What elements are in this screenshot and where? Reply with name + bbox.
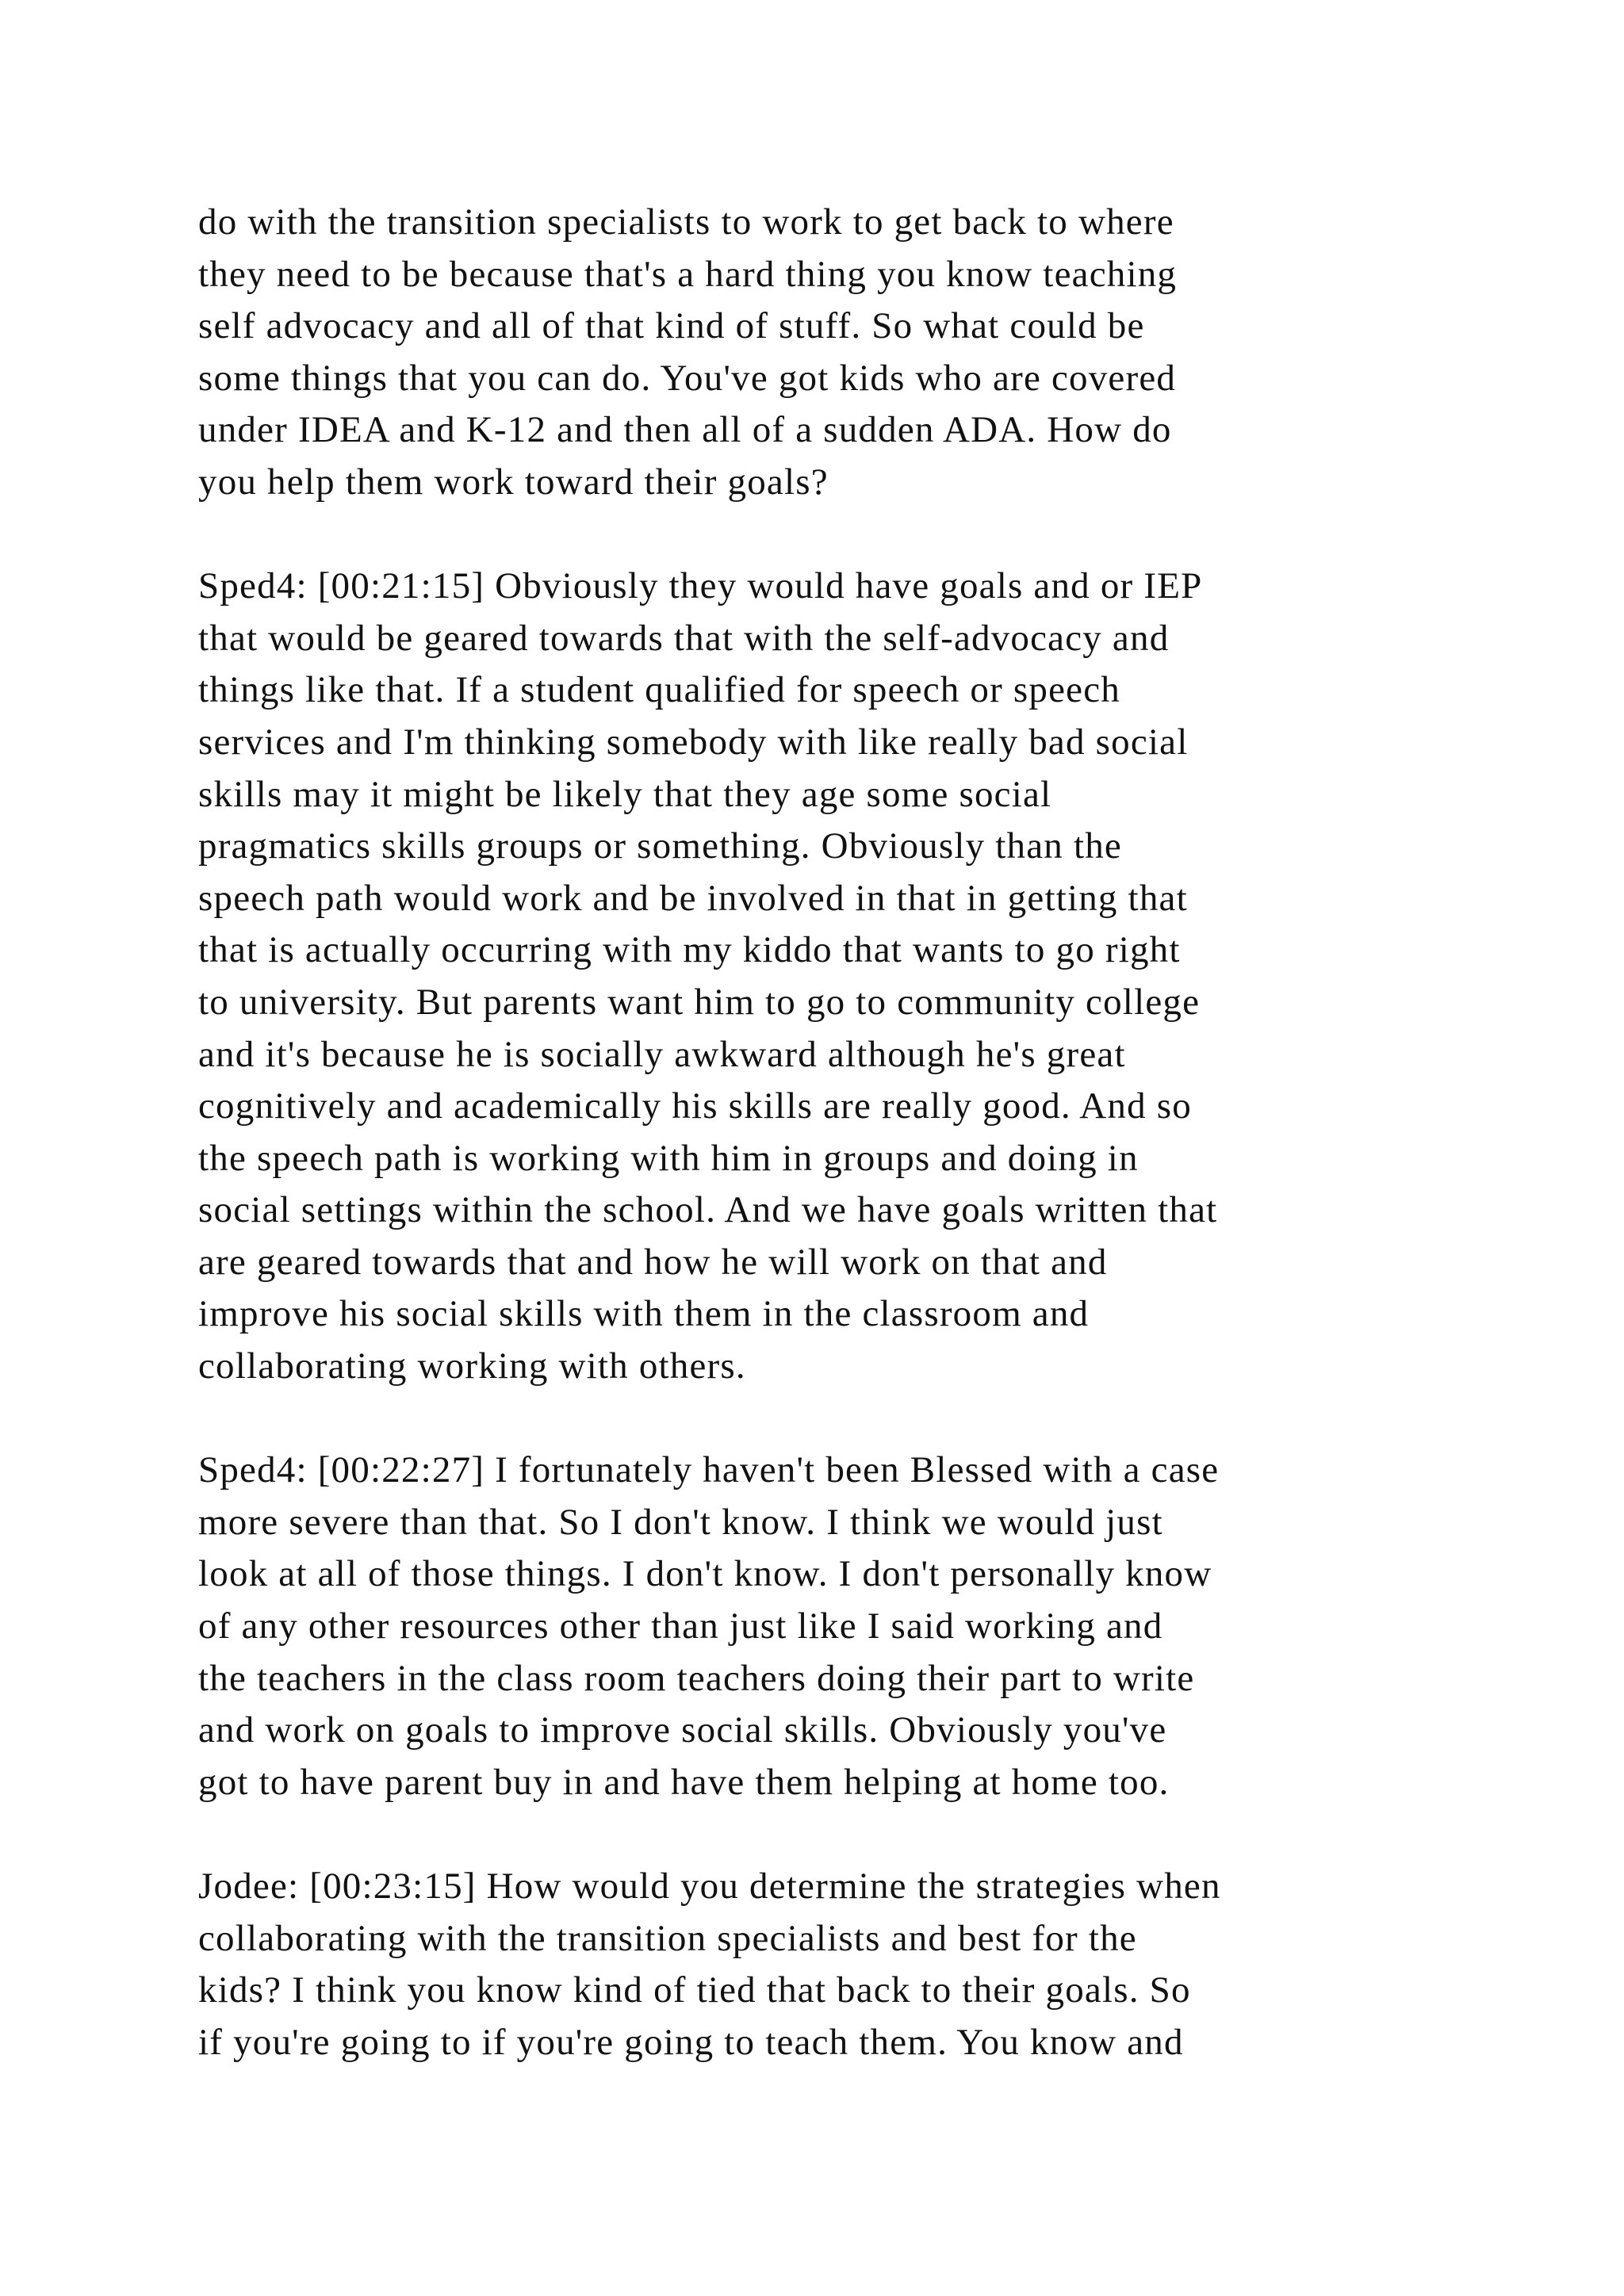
text-line: that would be geared towards that with the self-advocacy and (198, 617, 1170, 659)
text-line: Sped4: [00:22:27] I fortunately haven't been Blessed with a case (198, 1449, 1220, 1491)
text-line: collaborating with the transition specialists and best for the (198, 1917, 1137, 1959)
text-line: the speech path is working with him in groups and doing in (198, 1137, 1139, 1179)
text-line: they need to be because that's a hard thing you know teaching (198, 253, 1178, 295)
paragraph-spacer (198, 1808, 1451, 1861)
text-line: Jodee: [00:23:15] How would you determine the strategies when (198, 1866, 1221, 1907)
transcript-text (198, 197, 1451, 2068)
text-line: cognitively and academically his skills are really good. And so (198, 1085, 1192, 1127)
text-line: and work on goals to improve social skills. Obviously you've (198, 1709, 1167, 1751)
text-line: do with the transition specialists to work to get back to where (198, 201, 1174, 243)
text-line: to university. But parents want him to go to community college (198, 981, 1201, 1023)
text-line: improve his social skills with them in the classroom and (198, 1293, 1090, 1335)
paragraph-spacer (198, 509, 1451, 561)
text-line: Sped4: [00:21:15] Obviously they would have goals and or IEP (198, 565, 1203, 607)
paragraph-sped4-00-21-15 (198, 561, 1451, 1393)
text-line: got to have parent buy in and have them helping at home too. (198, 1761, 1170, 1803)
text-line: services and I'm thinking somebody with like really bad social (198, 721, 1189, 763)
text-line: more severe than that. So I don't know. I think we would just (198, 1501, 1163, 1543)
paragraph-jodee-00-23-15 (198, 1861, 1451, 2068)
text-line: you help them work toward their goals? (198, 461, 829, 503)
text-line: some things that you can do. You've got kids who are covered (198, 357, 1177, 399)
paragraph-continuation (198, 197, 1451, 509)
text-line: and it's because he is socially awkward although he's great (198, 1033, 1126, 1075)
paragraph-sped4-00-22-27 (198, 1445, 1451, 1808)
text-line: kids? I think you know kind of tied that back to their goals. So (198, 1969, 1191, 2011)
text-line: collaborating working with others. (198, 1345, 746, 1387)
text-line: if you're going to if you're going to teach them. You know and (198, 2021, 1184, 2063)
text-line: are geared towards that and how he will work on that and (198, 1241, 1108, 1283)
text-line: of any other resources other than just like I said working and (198, 1605, 1163, 1647)
text-line: speech path would work and be involved in that in getting that (198, 877, 1188, 919)
text-line: the teachers in the class room teachers doing their part to write (198, 1657, 1195, 1699)
text-line: things like that. If a student qualified for speech or speech (198, 669, 1120, 711)
text-line: that is actually occurring with my kiddo that wants to go right (198, 929, 1181, 971)
text-line: under IDEA and K-12 and then all of a sudden ADA. How do (198, 409, 1172, 451)
paragraph-spacer (198, 1393, 1451, 1445)
text-line: skills may it might be likely that they age some social (198, 773, 1052, 815)
text-line: self advocacy and all of that kind of stuff. So what could be (198, 305, 1145, 347)
text-line: look at all of those things. I don't know. I don't personally know (198, 1553, 1212, 1595)
text-line: pragmatics skills groups or something. Obviously than the (198, 825, 1122, 867)
text-line: social settings within the school. And we have goals written that (198, 1189, 1218, 1231)
